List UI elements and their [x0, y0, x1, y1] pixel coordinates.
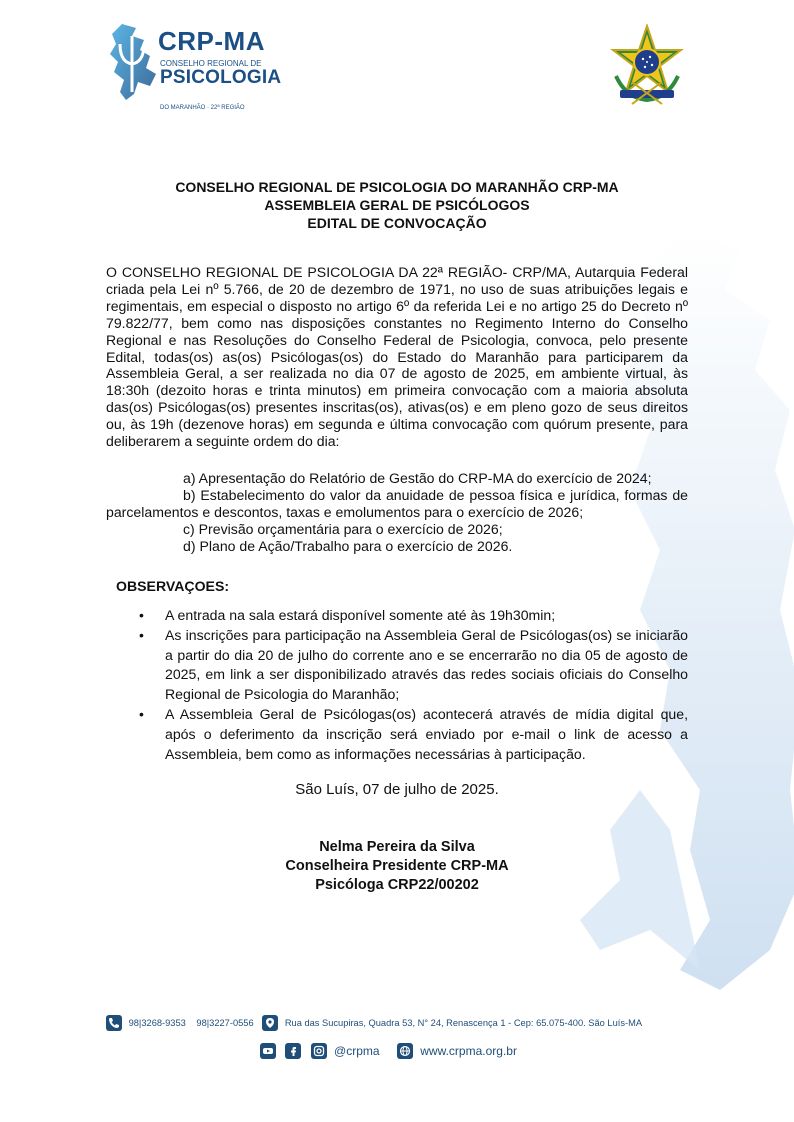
title-line-3: EDITAL DE CONVOCAÇÃO — [307, 215, 487, 231]
signatory-registration: Psicóloga CRP22/00202 — [315, 877, 479, 893]
phone-icon — [106, 1015, 122, 1031]
signatory-role: Conselheira Presidente CRP-MA — [285, 858, 509, 874]
logo-subtitle-region: DO MARANHÃO · 22ª REGIÃO — [160, 105, 245, 111]
agenda-list — [106, 470, 688, 555]
agenda-item: d) Plano de Ação/Trabalho para o exercício de 2026. — [183, 537, 513, 554]
title-line-1: CONSELHO REGIONAL DE PSICOLOGIA DO MARANHÃO CRP-MA — [175, 179, 619, 195]
brazil-coat-of-arms-icon — [606, 24, 688, 106]
address-text: Rua das Sucupiras, Quadra 53, N° 24, Renascença 1 - Cep: 65.075-400. São Luís-MA — [284, 1018, 643, 1028]
observation-text: As inscrições para participação na Assembleia Geral de Psicólogas(os) se iniciarão a partir do dia 20 de julho do corrente ano e se encerrarão no dia 05 de agosto de 2025, em link a ser disponibilizado através das redes sociais oficiais do Conselho Regional de Psicologia do Maranhão; — [165, 626, 688, 703]
signatory-name: Nelma Pereira da Silva — [319, 839, 475, 855]
logo-subtitle-top: CONSELHO REGIONAL DE — [160, 59, 262, 68]
bullet-icon: • — [139, 705, 144, 722]
globe-icon — [397, 1043, 413, 1059]
logo-subtitle-main: PSICOLOGIA — [160, 67, 282, 88]
website-link[interactable]: www.crpma.org.br — [420, 1044, 517, 1058]
bullet-icon: • — [139, 626, 144, 643]
crp-ma-logo — [106, 22, 282, 111]
location-icon — [262, 1015, 278, 1031]
psi-map-icon — [106, 22, 162, 102]
date-place-line: São Luís, 07 de julho de 2025. — [295, 781, 499, 798]
observation-item — [136, 626, 688, 705]
observation-text: A Assembleia Geral de Psicólogas(os) acontecerá através de mídia digital que, após o deferimento da inscrição será enviado por e-mail o link de acesso a Assembleia, bem como as informações necessárias à participação. — [165, 705, 688, 762]
youtube-icon[interactable] — [260, 1043, 276, 1059]
facebook-icon[interactable] — [285, 1043, 301, 1059]
agenda-item: b) Estabelecimento do valor da anuidade de pessoa física e jurídica, formas de parcelamentos e descontos, taxas e emolumentos para o exercício de 2026; — [106, 486, 688, 520]
agenda-item: c) Previsão orçamentária para o exercício de 2026; — [183, 520, 503, 537]
observation-text: A entrada na sala estará disponível somente até às 19h30min; — [165, 607, 556, 623]
logo-title: CRP-MA — [158, 26, 265, 56]
document-title — [106, 178, 688, 232]
convocation-paragraph: O CONSELHO REGIONAL DE PSICOLOGIA DA 22ª REGIÃO- CRP/MA, Autarquia Federal criada pela Lei nº 5.766, de 20 de dezembro de 1971, no uso de suas atribuições legais e regimentais, em especial o disposto no artigo 6º da referida Lei e no artigo 25 do Decreto nº 79.822/77, bem como nas disposições constantes no Regimento Interno do Conselho Regional e nas Resoluções do Conselho Federal de Psicologia, convoca, pelo presente Edital, todas(os) as(os) Psicólogas(os) do Estado do Maranhão para participarem da Assembleia Geral, a ser realizada no dia 07 de agosto de 2025, em ambiente virtual, às 18:30h (dezoito horas e trinta minutos) em primeira convocação com a maioria absoluta das(os) Psicólogas(os) presentes inscritas(os), ativas(os) e em pleno gozo de seus direitos ou, às 19h (dezenove horas) em segunda e última convocação com quórum presente, para deliberarem a seguinte ordem do dia: — [106, 264, 688, 450]
footer-contact-row — [106, 1015, 706, 1035]
signature-block — [106, 838, 688, 895]
instagram-icon[interactable] — [311, 1043, 327, 1059]
observation-item — [136, 705, 688, 764]
observation-item — [136, 606, 688, 626]
agenda-item: a) Apresentação do Relatório de Gestão do CRP-MA do exercício de 2024; — [183, 470, 652, 486]
observations-heading: OBSERVAÇOES: — [116, 578, 230, 594]
footer-social-row — [260, 1043, 517, 1063]
title-line-2: ASSEMBLEIA GERAL DE PSICÓLOGOS — [264, 197, 530, 213]
observations-list — [136, 606, 688, 764]
bullet-icon: • — [139, 607, 144, 623]
social-handle[interactable]: @crpma — [334, 1044, 380, 1058]
phone-number-2[interactable]: 98|3227-0556 — [196, 1018, 254, 1028]
phone-number-1[interactable]: 98|3268-9353 — [128, 1018, 186, 1028]
